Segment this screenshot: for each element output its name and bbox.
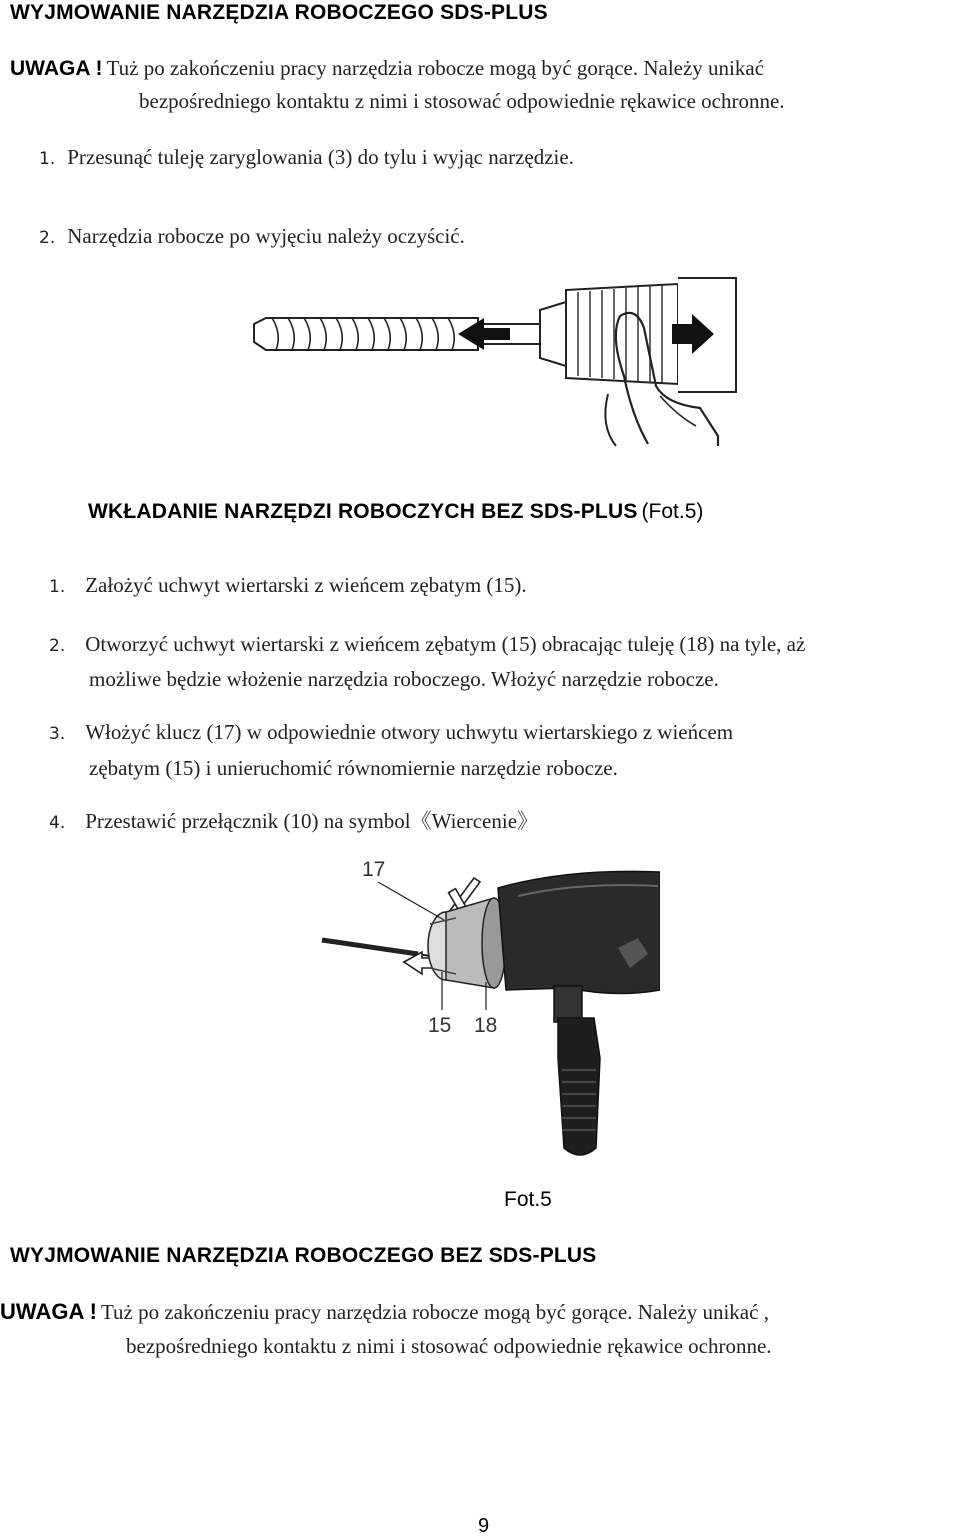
list-item — [49, 805, 538, 835]
section-heading-non-sds-removal: WYJMOWANIE NARZĘDZIA ROBOCZEGO BEZ SDS-PLUS — [10, 1244, 597, 1267]
section-heading-sds-removal: WYJMOWANIE NARZĘDZIA ROBOCZEGO SDS-PLUS — [10, 1, 548, 24]
figure-caption: Fot.5 — [504, 1188, 552, 1211]
step-number: 3. — [49, 724, 66, 744]
step-number: 2. — [49, 636, 66, 656]
step-text: Przestawić przełącznik (10) na symbol《Wiercenie》 — [85, 809, 539, 833]
list-item — [49, 720, 733, 745]
step-number: 1. — [39, 149, 56, 169]
warning-line-2: bezpośredniego kontaktu z nimi i stosować odpowiednie rękawice ochronne. — [126, 1334, 772, 1358]
sds-removal-illustration — [248, 276, 738, 448]
step-text: Narzędzia robocze po wyjęciu należy oczyścić. — [67, 224, 465, 248]
warning-text: Tuż po zakończeniu pracy narzędzia robocze mogą być gorące. Należy unikać , — [100, 1300, 769, 1324]
keyed-chuck-illustration — [318, 858, 660, 1168]
list-item — [39, 145, 574, 170]
step-text: Włożyć klucz (17) w odpowiednie otwory uchwytu wiertarskiego z wieńcem — [85, 720, 734, 744]
warning-label: UWAGA ! — [10, 57, 103, 80]
label-gear-ring: 15 — [428, 1014, 452, 1037]
label-sleeve: 18 — [474, 1014, 498, 1037]
step-text: Otworzyć uchwyt wiertarski z wieńcem zębatym (15) obracając tuleję (18) na tyle, aż — [85, 632, 806, 656]
warning-text: Tuż po zakończeniu pracy narzędzia robocze mogą być gorące. Należy unikać — [106, 56, 765, 80]
figure-reference: (Fot.5) — [641, 500, 704, 523]
section-heading-non-sds — [88, 500, 703, 524]
warning-line-2: bezpośredniego kontaktu z nimi i stosować odpowiednie rękawice ochronne. — [139, 89, 785, 113]
step-text-continued: możliwe będzie włożenie narzędzia roboczego. Włożyć narzędzie robocze. — [89, 667, 719, 691]
step-text: Przesunąć tuleję zaryglowania (3) do tylu i wyjąc narzędzie. — [67, 145, 574, 169]
step-number: 1. — [49, 577, 66, 597]
step-text-continued: zębatym (15) i unieruchomić równomiernie narzędzie robocze. — [89, 756, 618, 780]
warning-line-1 — [10, 56, 764, 81]
list-item — [39, 224, 465, 249]
page-number: 9 — [478, 1515, 490, 1537]
step-text: Założyć uchwyt wiertarski z wieńcem zębatym (15). — [85, 573, 527, 597]
label-key: 17 — [362, 858, 386, 881]
section-heading-text: WKŁADANIE NARZĘDZI ROBOCZYCH BEZ SDS-PLUS — [88, 500, 638, 523]
list-item — [49, 632, 805, 657]
drill-drawing — [318, 858, 660, 1168]
warning-line-1 — [0, 1299, 769, 1325]
step-number: 4. — [49, 813, 66, 833]
list-item — [49, 573, 527, 598]
warning-label: UWAGA ! — [0, 1299, 97, 1324]
step-number: 2. — [39, 228, 56, 248]
